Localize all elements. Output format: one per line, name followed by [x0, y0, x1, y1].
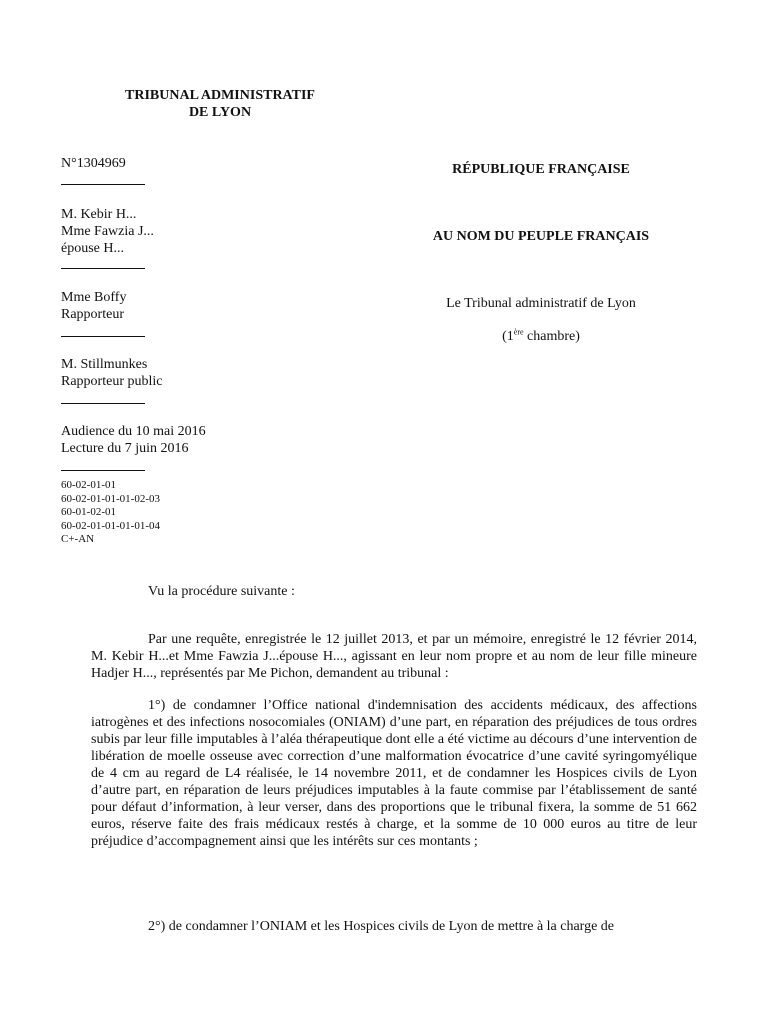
classification-code: C+-AN [61, 533, 95, 545]
chamber-rest: chambre) [523, 329, 580, 344]
hearing-block [61, 423, 206, 457]
paragraph-claim-1: 1°) de condamner l’Office national d'indemnisation des accidents médicaux, des affections iatrogènes et des infections nosocomiales (ONIAM) d’une part, en réparation des préjudices de tous ordres subis par leur fille imputables à l’aléa thérapeutique dont elle a été victime au décours d’une intervention de libération de moelle osseuse avec correction d’une malformation évocatrice d’une cavité syringomyélique de 4 cm au regard de L4 réalisée, le 14 novembre 2011, et de condamner les Hospices civils de Lyon d’autre part, en réparation de leurs préjudices imputables à la faute commise par l’établissement de santé pour défaut d’information, à leur verser, dans des proportions que le tribunal fixera, la somme de 51 662 euros, réserve faite des frais médicaux restés à charge, et la somme de 10 000 euros au titre de leur préjudice d’accompagnement ainsi que les intérêts sur ces montants ; [91, 698, 697, 849]
divider [61, 336, 145, 337]
divider [61, 184, 145, 185]
classification-code: 60-02-01-01-01-02-03 [61, 492, 160, 505]
public-rapporteur-block [61, 356, 162, 390]
party-line: Mme Fawzia J... [61, 224, 154, 239]
rapporteur-block [61, 289, 126, 323]
paragraph-request: Par une requête, enregistrée le 12 juillet 2013, et par un mémoire, enregistré le 12 février 2014, M. Kebir H...et Mme Fawzia J...épouse H..., agissant en leur nom propre et au nom de leur fille mineure Hadjer H..., représentés par Me Pichon, demandent au tribunal : [91, 632, 697, 681]
procedure-intro: Vu la procédure suivante : [148, 584, 295, 599]
rapporteur-role: Rapporteur [61, 307, 124, 322]
chamber-heading [385, 329, 697, 345]
classification-code: 60-02-01-01 [61, 479, 116, 491]
case-number: N°1304969 [61, 156, 126, 171]
court-header [0, 87, 440, 121]
divider [61, 470, 145, 471]
court-name-line2: DE LYON [188, 105, 252, 120]
chamber-ordinal: ère [513, 327, 524, 337]
classification-code: 60-01-02-01 [61, 506, 116, 518]
divider [61, 268, 145, 269]
public-rapporteur-name: M. Stillmunkes [61, 357, 148, 372]
republic-heading: RÉPUBLIQUE FRANÇAISE [452, 162, 630, 177]
rapporteur-name: Mme Boffy [61, 290, 127, 305]
hearing-date: Audience du 10 mai 2016 [61, 424, 206, 439]
public-rapporteur-role: Rapporteur public [61, 374, 163, 389]
reading-date: Lecture du 7 juin 2016 [61, 441, 189, 456]
paragraph-claim-2: 2°) de condamner l’ONIAM et les Hospices civils de Lyon de mettre à la charge de [148, 919, 615, 934]
divider [61, 403, 145, 404]
people-heading: AU NOM DU PEUPLE FRANÇAIS [432, 229, 650, 244]
chamber-open: (1 [502, 329, 514, 344]
classification-codes [61, 479, 160, 547]
classification-code: 60-02-01-01-01-01-04 [61, 519, 160, 532]
parties-block [61, 206, 154, 257]
tribunal-heading: Le Tribunal administratif de Lyon [446, 296, 636, 311]
party-line: épouse H... [61, 241, 124, 256]
court-name-line1: TRIBUNAL ADMINISTRATIF [125, 88, 315, 103]
party-line: M. Kebir H... [61, 207, 137, 222]
